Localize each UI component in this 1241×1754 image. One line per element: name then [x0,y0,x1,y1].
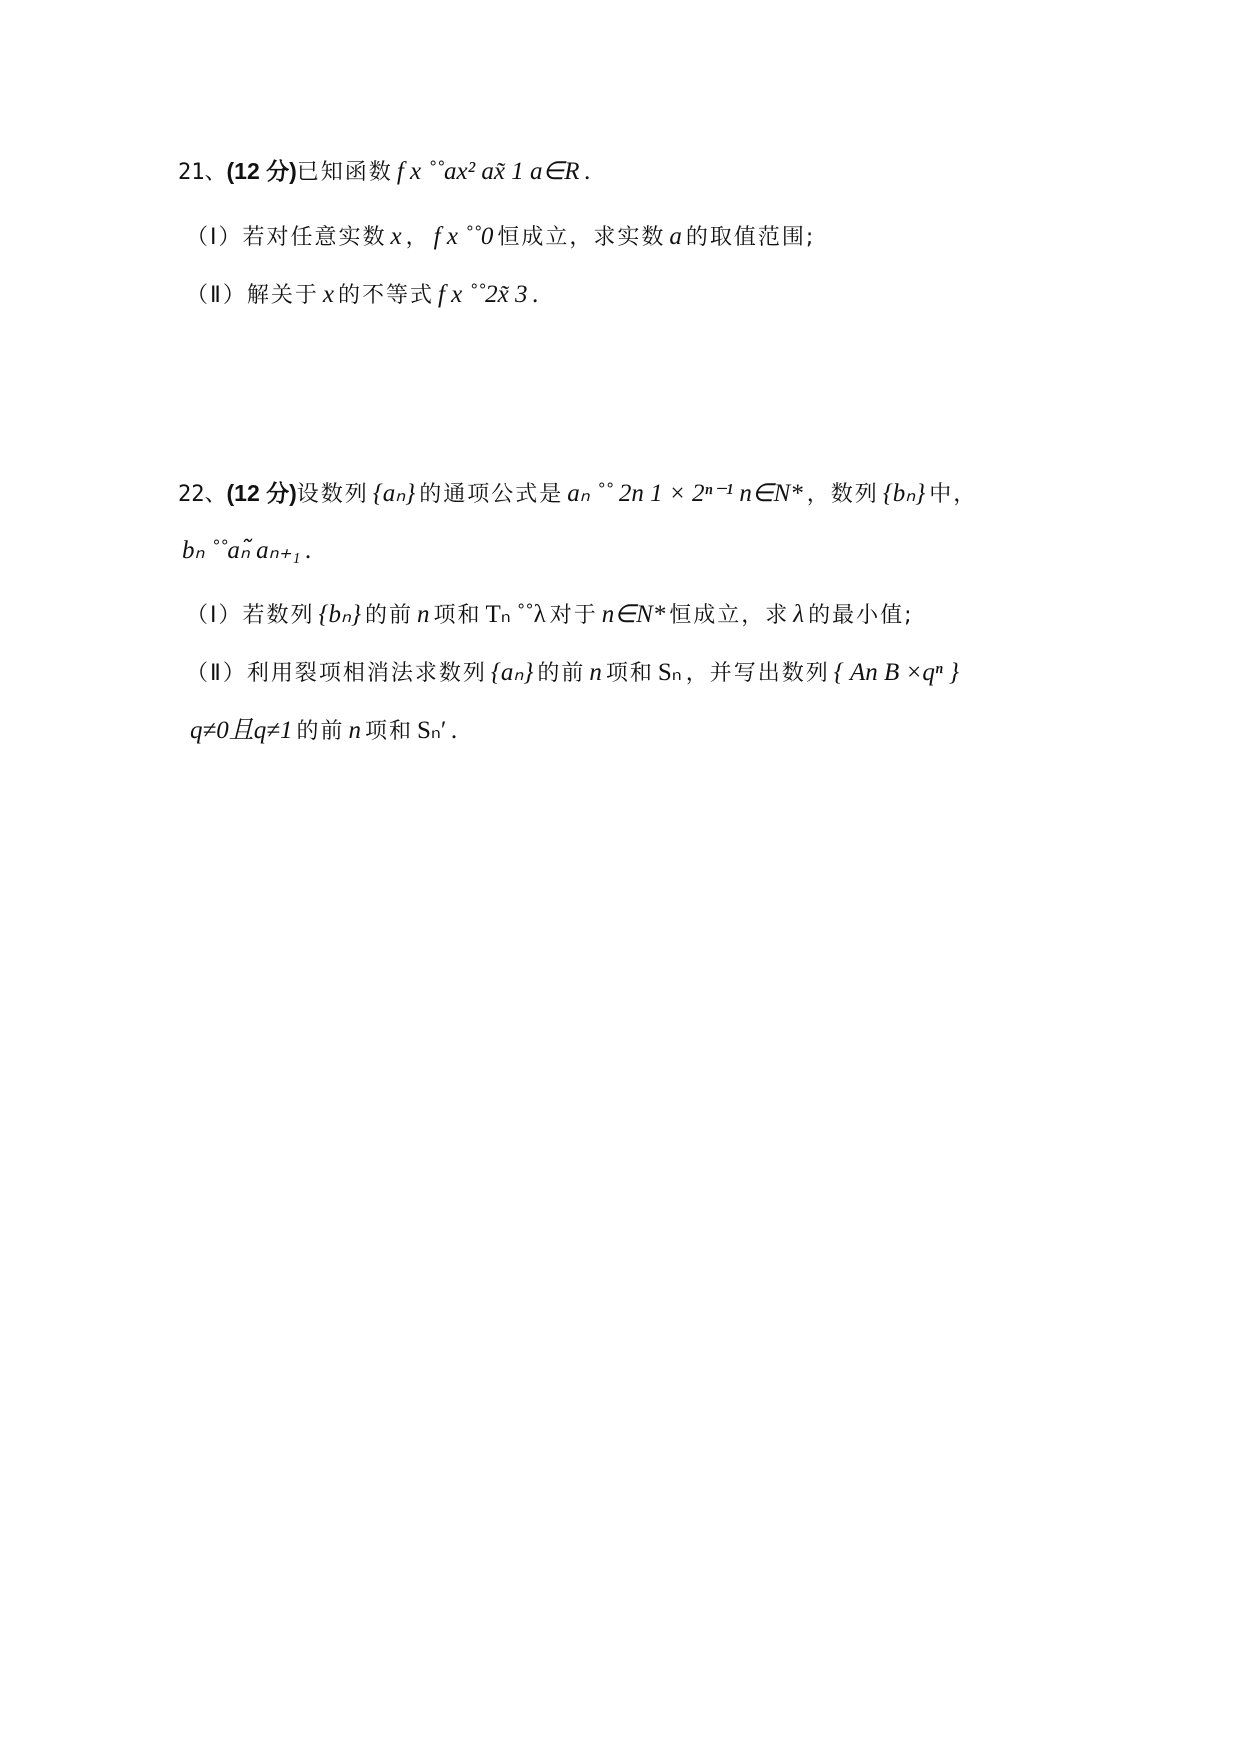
problem-text: 设数列 [296,482,369,507]
variable-x: x [390,223,402,250]
part-label: （Ⅱ） [186,661,247,686]
problem-number: 22、 [178,482,227,507]
sequence-a: {aₙ} [372,480,416,507]
part-text: 对于 [549,603,598,628]
part-text: 恒成立，求 [669,603,790,628]
part-text: 的前 [537,661,586,686]
problem-text: ，数列 [806,482,879,507]
period: . [583,159,591,185]
part-text: 的前 [296,719,345,744]
variable-lambda: λ [793,601,805,628]
sum-formula: Tₙ ˚˚λ [485,601,546,628]
part-label: （Ⅱ） [186,283,247,308]
comma: ， [405,225,430,250]
sequence-a: {aₙ} [490,659,534,686]
variable-n: n [589,659,602,686]
part-text: 的取值范围; [685,225,816,250]
part-text: 恒成立，求实数 [497,225,666,250]
part-text: 的不等式 [337,283,434,308]
part-text: 解关于 [246,283,319,308]
sequence-b: {bₙ} [882,480,926,507]
problem-text: 已知函数 [296,160,393,185]
part-text: 若对任意实数 [242,225,387,250]
part-text: 若数列 [242,603,315,628]
problem22-part1 [186,600,914,631]
problem21-statement [178,156,591,188]
sequence-formula: { An B ×qⁿ } [833,659,960,686]
condition-formula: q≠0且q≠1 [190,717,293,744]
part-text: 利用裂项相消法求数列 [246,661,487,686]
part-text: 的前 [364,603,413,628]
function-formula: f x ˚˚ax² ax̃ 1 a∈R [396,158,580,185]
part-label: （Ⅰ） [186,225,243,250]
problem-score: (12 分) [226,158,297,184]
period: . [531,282,539,308]
problem22-statement [178,478,977,510]
part-text: 项和 [605,661,654,686]
problem-score: (12 分) [226,480,297,506]
variable-n: n [417,601,430,628]
problem21-part2 [186,280,539,311]
general-term-formula: aₙ ˚˚ 2n 1 × 2ⁿ⁻¹ n∈N* [567,480,803,507]
problem22-part2-cont [186,716,458,747]
part-text: 项和 [433,603,482,628]
part-text: 项和 [364,719,413,744]
problem-text: 中， [929,482,978,507]
inequality-formula: f x ˚˚2x̃ 3 [437,281,528,308]
part-text: ，并写出数列 [685,661,830,686]
sequence-b-formula: bₙ ˚˚aₙ̃ aₙ₊₁ [182,537,301,564]
problem-number: 21、 [178,160,227,185]
sequence-b: {bₙ} [318,601,361,628]
variable-x: x [322,281,334,308]
period: . [450,718,458,744]
part-label: （Ⅰ） [186,603,243,628]
variable-n: n [348,717,361,744]
sum-s-prime: Sₙ′ [416,717,447,744]
problem22-part2 [186,658,963,689]
sum-s: Sₙ [657,659,682,686]
domain-formula: n∈N* [601,601,666,628]
problem21-part1 [186,222,815,253]
variable-a: a [669,223,682,250]
problem-text: 的通项公式是 [419,482,564,507]
part-text: 的最小值; [808,603,914,628]
period: . [304,538,312,564]
inequality-formula: f x ˚˚0 [433,223,494,250]
problem22-definition [178,536,312,566]
